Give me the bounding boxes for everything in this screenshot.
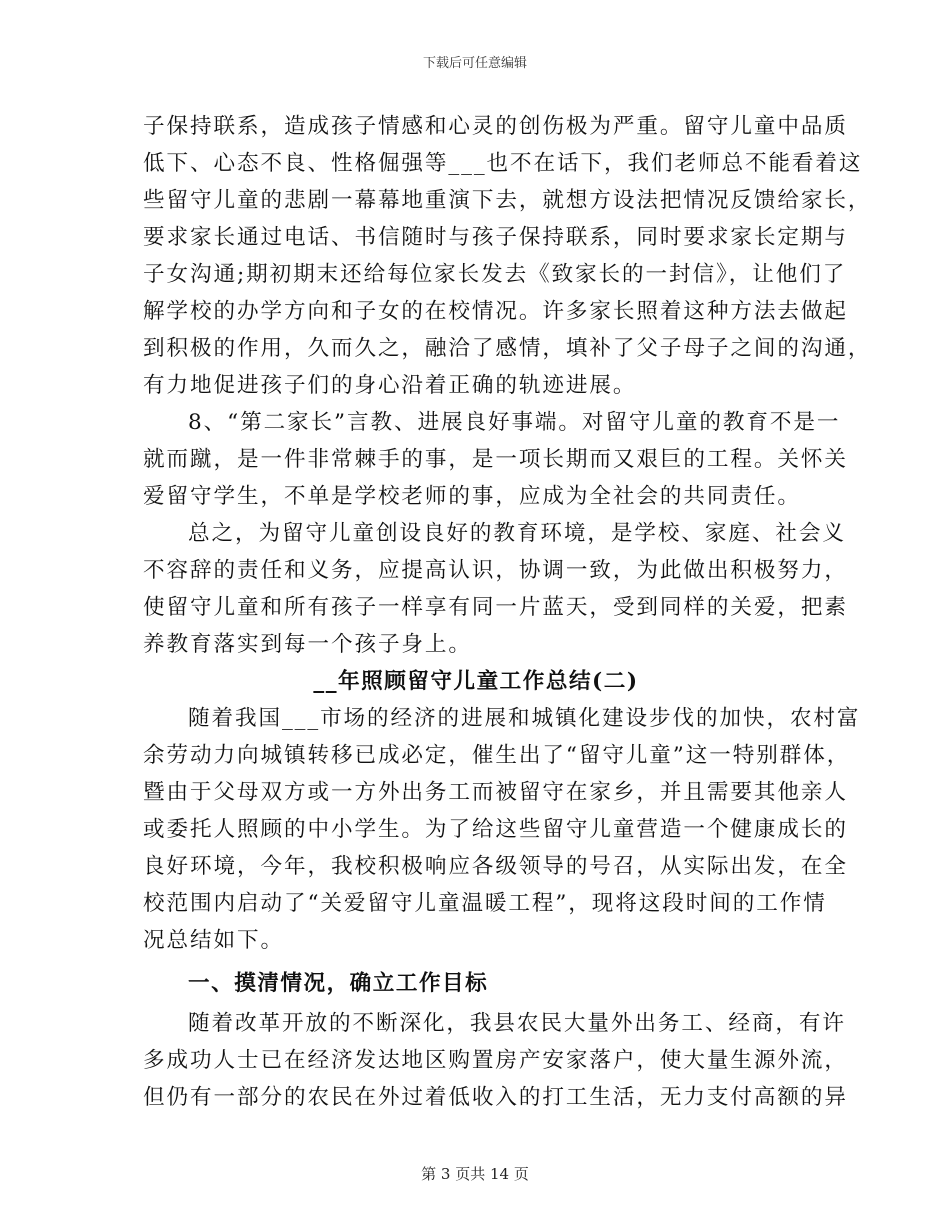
paragraph-line: 校范围内启动了“关爱留守儿童温暖工程”，现将这段时间的工作情 (143, 891, 827, 916)
paragraph-line: 解学校的办学方向和子女的在校情况。许多家长照着这种方法去做起 (143, 299, 848, 324)
paragraph-line: 但仍有一部分的农民在外过着低收入的打工生活，无力支付高额的异 (143, 1085, 848, 1110)
paragraph-line: 养教育落实到每一个孩子身上。 (143, 632, 472, 657)
paragraph-line: 就而蹴，是一件非常棘手的事，是一项长期而又艰巨的工程。关怀关 (143, 447, 848, 472)
paragraph-line: 到积极的作用，久而久之，融洽了感情，填补了父子母子之间的沟通， (143, 336, 872, 361)
paragraph-line: 要求家长通过电话、书信随时与孩子保持联系，同时要求家长定期与 (143, 225, 848, 250)
paragraph-line: 低下、心态不良、性格倔强等___也不在话下，我们老师总不能看着这 (143, 151, 863, 176)
paragraph-line: 8、“第二家长”言教、进展良好事端。对留守儿童的教育不是一 (188, 410, 841, 435)
paragraph-line: 随着改革开放的不断深化，我县农民大量外出务工、经商，有许 (188, 1011, 846, 1036)
paragraph-line: 不容辞的责任和义务，应提高认识，协调一致，为此做出积极努力， (143, 558, 848, 583)
paragraph-line: 或委托人照顾的中小学生。为了给这些留守儿童营造一个健康成长的 (143, 817, 848, 842)
paragraph-line: 子保持联系，造成孩子情感和心灵的创伤极为严重。留守儿童中品质 (143, 114, 848, 139)
paragraph-line: 余劳动力向城镇转移已成必定，催生出了“留守儿童”这一特别群体， (143, 743, 851, 768)
page-header: 下载后可任意编辑 (422, 56, 527, 71)
paragraph-line: 爱留守学生，不单是学校老师的事，应成为全社会的共同责任。 (143, 484, 801, 509)
document-body (143, 108, 872, 1116)
paragraph-line: 总之，为留守儿童创设良好的教育环境，是学校、家庭、社会义 (188, 521, 846, 546)
paragraph-line: 暨由于父母双方或一方外出务工而被留守在家乡，并且需要其他亲人 (143, 780, 848, 805)
section-title: __年照顾留守儿童工作总结(二) (313, 669, 639, 694)
paragraph-line: 况总结如下。 (143, 928, 284, 953)
paragraph-line: 有力地促进孩子们的身心沿着正确的轨迹进展。 (143, 373, 637, 398)
paragraph-line: 些留守儿童的悲剧一幕幕地重演下去，就想方设法把情况反馈给家长， (143, 188, 872, 213)
section-heading: 一、摸清情况，确立工作目标 (188, 971, 489, 996)
paragraph-line: 良好环境，今年，我校积极响应各级领导的号召，从实际出发，在全 (143, 854, 848, 879)
paragraph-line: 使留守儿童和所有孩子一样享有同一片蓝天，受到同样的关爱，把素 (143, 595, 848, 620)
page-number: 第 3 页共 14 页 (421, 1165, 529, 1183)
paragraph-line: 子女沟通;期初期末还给每位家长发去《致家长的一封信》，让他们了 (143, 262, 847, 287)
paragraph-line: 多成功人士已在经济发达地区购置房产安家落户，使大量生源外流， (143, 1048, 848, 1073)
paragraph-line: 随着我国___市场的经济的进展和城镇化建设步伐的加快，农村富 (188, 706, 861, 731)
